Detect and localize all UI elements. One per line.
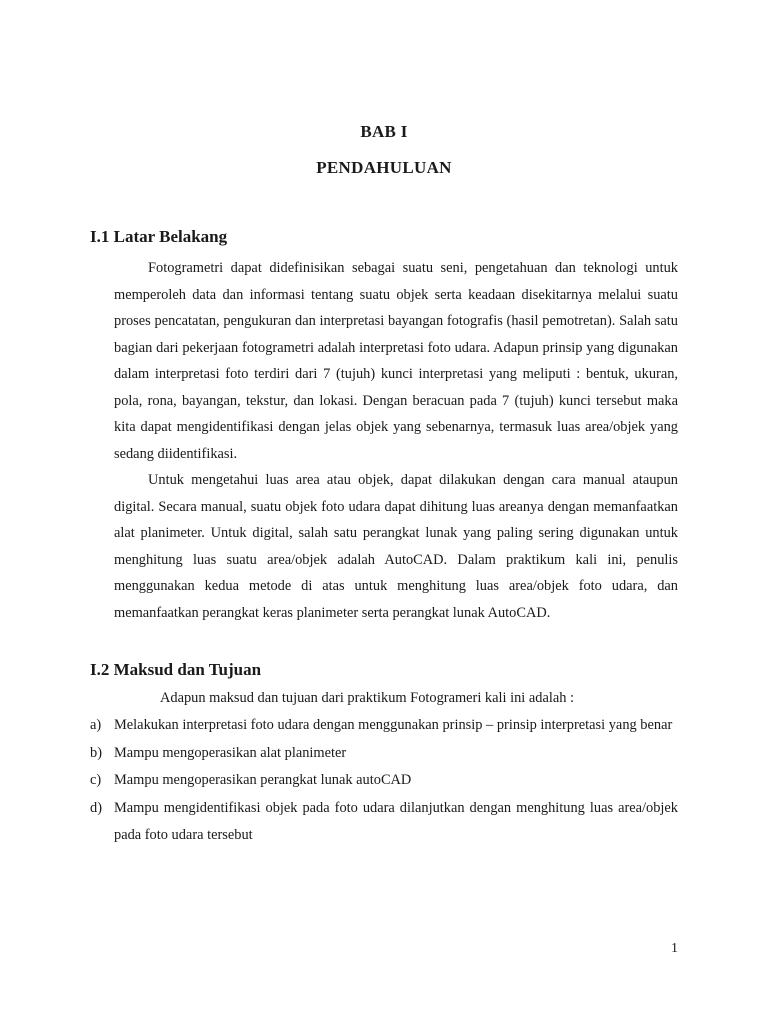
list-item-text: Mampu mengoperasikan alat planimeter [114, 744, 347, 761]
list-item [90, 712, 678, 740]
section-body-maksud-tujuan [114, 685, 678, 712]
list-marker: d) [90, 799, 102, 816]
paragraph: Untuk mengetahui luas area atau objek, dapat dilakukan dengan cara manual ataupun digital. Secara manual, suatu objek foto udara dapat dihitung luas areanya dengan memanfaatkan alat planimeter. Untuk digital, salah satu perangkat lunak yang paling sering digunakan untuk menghitung luas suatu area/objek adalah AutoCAD. Dalam praktikum kali ini, penulis menggunakan kedua metode di atas untuk menghitung luas area/objek foto udara, dan memanfaatkan perangkat keras planimeter serta perangkat lunak AutoCAD. [114, 472, 678, 621]
list-item-text: Mampu mengoperasikan perangkat lunak autoCAD [114, 772, 412, 788]
list-item-text: Mampu mengidentifikasi objek pada foto udara dilanjutkan dengan menghitung luas area/objek pada foto udara tersebut [114, 799, 678, 843]
page-number: 1 [671, 941, 678, 956]
section-body-latar-belakang [114, 255, 678, 626]
list-marker: c) [90, 772, 102, 788]
list-item-text: Melakukan interpretasi foto udara dengan menggunakan prinsip – prinsip interpretasi yang benar [114, 717, 673, 733]
section-heading-maksud-tujuan: I.2 Maksud dan Tujuan [90, 660, 262, 679]
list-item [90, 740, 678, 768]
objectives-list [90, 712, 678, 850]
paragraph: Adapun maksud dan tujuan dari praktikum Fotogrameri kali ini adalah : [160, 690, 575, 706]
section-heading-latar-belakang: I.1 Latar Belakang [90, 227, 228, 246]
list-marker: b) [90, 744, 102, 761]
list-marker: a) [90, 717, 102, 733]
chapter-number: BAB I [360, 122, 408, 141]
list-item [90, 795, 678, 850]
chapter-title: PENDAHULUAN [316, 158, 452, 177]
list-item [90, 767, 678, 795]
paragraph: Fotogrametri dapat didefinisikan sebagai suatu seni, pengetahuan dan teknologi untuk memperoleh data dan informasi tentang suatu objek serta keadaan disekitarnya melalui suatu proses pencatatan, pengukuran dan interpretasi bayangan fotografis (hasil pemotretan). Salah satu bagian dari pekerjaan fotogrametri adalah interpretasi foto udara. Adapun prinsip yang digunakan dalam interpretasi foto terdiri dari 7 (tujuh) kunci interpretasi yang meliputi : bentuk, ukuran, pola, rona, bayangan, tekstur, dan lokasi. Dengan beracuan pada 7 (tujuh) kunci tersebut maka kita dapat mengidentifikasi dengan jelas objek yang sebenarnya, termasuk luas area/objek yang sedang diidentifikasi. [114, 260, 678, 462]
